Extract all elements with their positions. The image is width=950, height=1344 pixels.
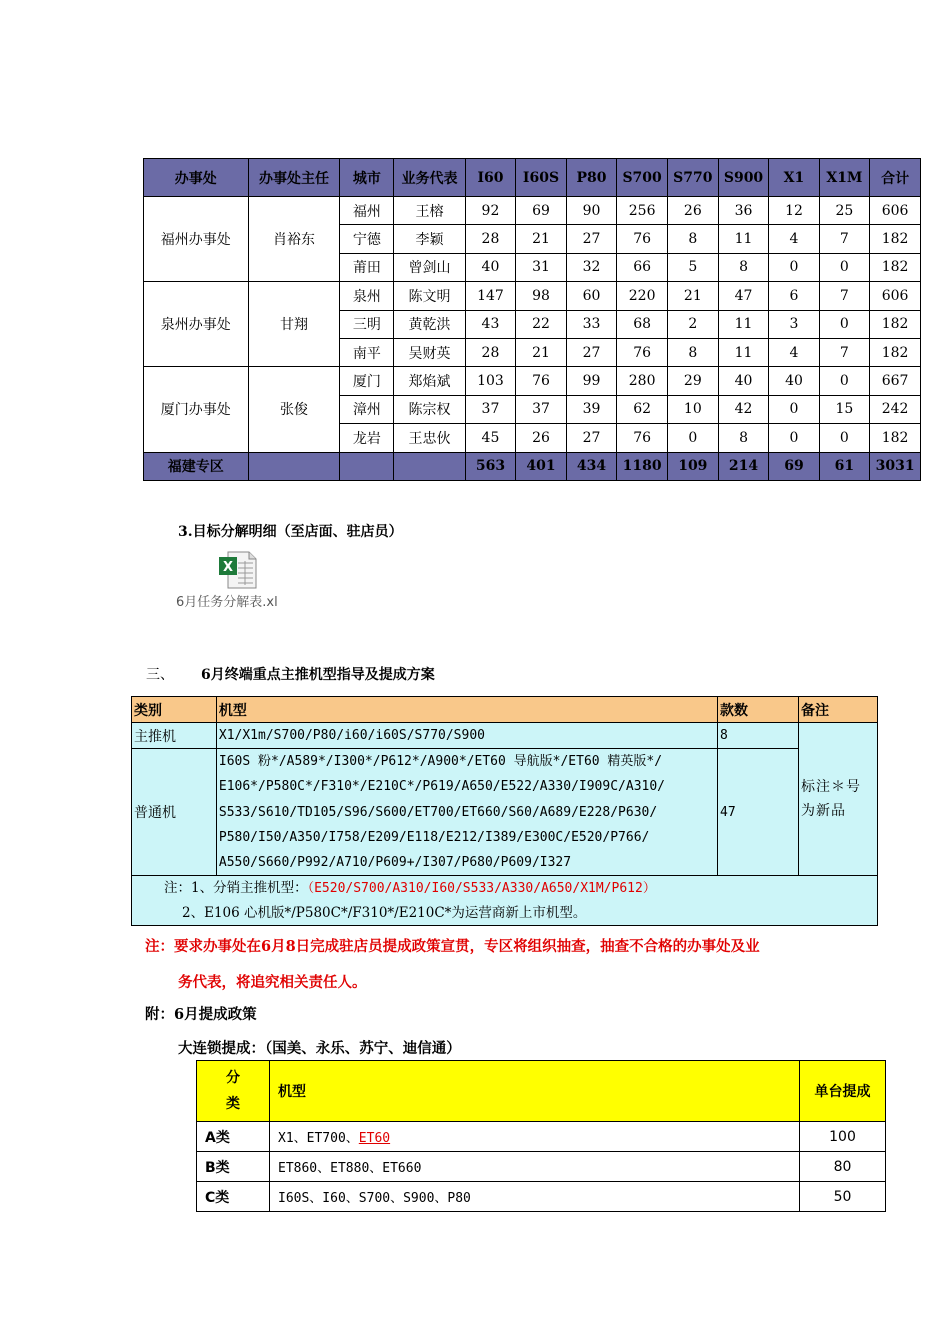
value-cell: 606 [870, 282, 921, 310]
commission-table [196, 1060, 886, 1212]
value-cell: 31 [516, 253, 567, 281]
column-header: 办事处 [144, 159, 249, 197]
value-cell: 0 [819, 253, 870, 281]
table2-header-row [132, 697, 878, 723]
value-cell: 27 [566, 225, 616, 253]
header-model: 机型 [216, 697, 717, 723]
value-cell: 11 [718, 225, 769, 253]
value-cell: 182 [870, 225, 921, 253]
section-title: 6月终端重点主推机型指导及提成方案 [201, 667, 435, 683]
column-header: X1M [819, 159, 870, 197]
city-cell: 漳州 [340, 395, 394, 423]
models-a-highlight: ET60 [358, 1131, 391, 1146]
office-cell: 泉州办事处 [144, 282, 249, 367]
value-cell: 37 [516, 395, 567, 423]
value-c: 50 [800, 1182, 886, 1212]
value-cell: 98 [516, 282, 567, 310]
value-cell: 8 [667, 338, 718, 366]
value-cell: 68 [617, 310, 668, 338]
main-push-row [132, 723, 878, 749]
value-cell: 182 [870, 310, 921, 338]
value-cell: 7 [819, 338, 870, 366]
director-cell: 肖裕东 [248, 197, 340, 282]
value-cell: 0 [667, 424, 718, 452]
table3-row [197, 1152, 886, 1182]
value-cell: 4 [769, 225, 819, 253]
value-cell: 182 [870, 424, 921, 452]
rep-cell: 吴财英 [394, 338, 465, 366]
excel-file-icon[interactable] [218, 551, 258, 589]
value-cell: 76 [617, 225, 668, 253]
office-cell: 福州办事处 [144, 197, 249, 282]
normal-models-line: E106*/P580C*/F310*/E210C*/P619/A650/E522/A330/I909C/A310/ [218, 779, 665, 795]
column-header: P80 [566, 159, 616, 197]
value-cell: 62 [617, 395, 668, 423]
table1-total-row [144, 452, 921, 480]
value-cell: 15 [819, 395, 870, 423]
column-header: S900 [718, 159, 769, 197]
value-cell: 0 [819, 424, 870, 452]
class-b: B类 [197, 1152, 270, 1182]
note-cell [132, 876, 878, 926]
column-header: S770 [667, 159, 718, 197]
column-header: 业务代表 [394, 159, 465, 197]
value-cell: 39 [566, 395, 616, 423]
director-cell: 张俊 [248, 367, 340, 452]
value-cell: 8 [718, 424, 769, 452]
empty-cell [248, 452, 340, 480]
office-cell: 厦门办事处 [144, 367, 249, 452]
table3-row [197, 1122, 886, 1152]
rep-cell: 王忠伙 [394, 424, 465, 452]
class-c: C类 [197, 1182, 270, 1212]
value-cell: 256 [617, 197, 668, 225]
value-cell: 12 [769, 197, 819, 225]
note-line-2: 2、E106 心机版*/P580C*/F310*/E210C*为运营商新上市机型。 [182, 905, 587, 922]
total-value: 69 [769, 452, 819, 480]
value-cell: 76 [516, 367, 567, 395]
class-a: A类 [197, 1122, 270, 1152]
normal-models-line: A550/S660/P992/A710/P609+/I307/P680/P609/I327 [218, 855, 572, 871]
normal-row [132, 749, 878, 876]
value-cell: 667 [870, 367, 921, 395]
value-cell: 182 [870, 253, 921, 281]
excel-file-label[interactable]: 6月任务分解表.xl [176, 595, 278, 610]
value-cell: 11 [718, 338, 769, 366]
total-value: 3031 [870, 452, 921, 480]
value-cell: 7 [819, 282, 870, 310]
note1-prefix: 注：1、分销主推机型： [164, 880, 308, 897]
value-cell: 7 [819, 225, 870, 253]
value-cell: 3 [769, 310, 819, 338]
sales-target-table [143, 158, 921, 481]
table3-row [197, 1182, 886, 1212]
column-header: I60S [516, 159, 567, 197]
total-label: 福建专区 [144, 452, 249, 480]
normal-models [216, 749, 717, 876]
value-cell: 4 [769, 338, 819, 366]
value-cell: 606 [870, 197, 921, 225]
value-cell: 28 [465, 338, 515, 366]
rep-cell: 王榕 [394, 197, 465, 225]
total-value: 563 [465, 452, 515, 480]
value-cell: 40 [718, 367, 769, 395]
value-cell: 0 [769, 253, 819, 281]
value-cell: 5 [667, 253, 718, 281]
rep-cell: 陈文明 [394, 282, 465, 310]
normal-count: 47 [718, 749, 799, 876]
red-notice-line-2: 务代表，将追究相关责任人。 [178, 974, 367, 991]
city-cell: 福州 [340, 197, 394, 225]
value-cell: 90 [566, 197, 616, 225]
chain-title: 大连锁提成：（国美、永乐、苏宁、迪信通） [178, 1040, 461, 1057]
table-row [144, 282, 921, 310]
value-cell: 10 [667, 395, 718, 423]
total-value: 1180 [617, 452, 668, 480]
value-cell: 21 [516, 225, 567, 253]
value-cell: 28 [465, 225, 515, 253]
city-cell: 泉州 [340, 282, 394, 310]
header-class-line2: 类 [226, 1096, 240, 1112]
remark-cell [798, 723, 877, 876]
value-cell: 66 [617, 253, 668, 281]
director-cell: 甘翔 [248, 282, 340, 367]
column-header: 合计 [870, 159, 921, 197]
header-classification [197, 1061, 270, 1122]
total-value: 434 [566, 452, 616, 480]
value-cell: 8 [667, 225, 718, 253]
city-cell: 龙岩 [340, 424, 394, 452]
header-remark: 备注 [798, 697, 877, 723]
value-cell: 22 [516, 310, 567, 338]
table1-body [144, 197, 921, 453]
normal-models-line: P580/I50/A350/I758/E209/E118/E212/I389/E300C/E520/P766/ [218, 829, 650, 845]
value-cell: 21 [667, 282, 718, 310]
value-cell: 32 [566, 253, 616, 281]
red-notice-line-1: 注：要求办事处在6月8日完成驻店员提成政策宣贯，专区将组织抽查，抽查不合格的办事处及业 [145, 938, 760, 955]
value-cell: 6 [769, 282, 819, 310]
value-cell: 280 [617, 367, 668, 395]
value-cell: 33 [566, 310, 616, 338]
normal-category: 普通机 [132, 749, 217, 876]
value-cell: 0 [819, 367, 870, 395]
value-cell: 11 [718, 310, 769, 338]
total-value: 214 [718, 452, 769, 480]
city-cell: 厦门 [340, 367, 394, 395]
value-cell: 40 [769, 367, 819, 395]
column-header: S700 [617, 159, 668, 197]
total-value: 61 [819, 452, 870, 480]
value-cell: 2 [667, 310, 718, 338]
total-value: 109 [667, 452, 718, 480]
value-b: 80 [800, 1152, 886, 1182]
rep-cell: 黄乾洪 [394, 310, 465, 338]
note-row [132, 876, 878, 926]
table-row [144, 197, 921, 225]
value-cell: 47 [718, 282, 769, 310]
appendix-title: 附：6月提成政策 [145, 1006, 257, 1023]
section3-title: 3.目标分解明细（至店面、驻店员） [178, 524, 403, 540]
main-count: 8 [718, 723, 799, 749]
rep-cell: 陈宗权 [394, 395, 465, 423]
models-a [270, 1122, 800, 1152]
rep-cell: 曾剑山 [394, 253, 465, 281]
models-c: I60S、I60、S700、S900、P80 [270, 1182, 800, 1212]
value-cell: 76 [617, 338, 668, 366]
header-category: 类别 [132, 697, 217, 723]
column-header: 城市 [340, 159, 394, 197]
value-cell: 8 [718, 253, 769, 281]
models-b: ET860、ET880、ET660 [270, 1152, 800, 1182]
header-commission: 单台提成 [800, 1061, 886, 1122]
value-cell: 0 [769, 424, 819, 452]
value-cell: 27 [566, 338, 616, 366]
header-count: 款数 [718, 697, 799, 723]
value-cell: 103 [465, 367, 515, 395]
value-cell: 40 [465, 253, 515, 281]
note1-models: （E520/S700/A310/I60/S533/A330/A650/X1M/P612） [307, 881, 656, 897]
value-cell: 92 [465, 197, 515, 225]
value-cell: 25 [819, 197, 870, 225]
svg-text:X: X [222, 560, 234, 575]
value-cell: 45 [465, 424, 515, 452]
empty-cell [394, 452, 465, 480]
note-line-1 [132, 876, 875, 901]
city-cell: 莆田 [340, 253, 394, 281]
value-cell: 0 [819, 310, 870, 338]
rep-cell: 郑焰斌 [394, 367, 465, 395]
value-cell: 27 [566, 424, 616, 452]
column-header: 办事处主任 [248, 159, 340, 197]
value-cell: 220 [617, 282, 668, 310]
normal-models-line: I60S 粉*/A589*/I300*/P612*/A900*/ET60 导航版*/ET60 精英版*/ [218, 754, 663, 770]
value-cell: 242 [870, 395, 921, 423]
model-guide-table [131, 696, 878, 926]
value-a: 100 [800, 1122, 886, 1152]
value-cell: 21 [516, 338, 567, 366]
city-cell: 南平 [340, 338, 394, 366]
models-a-text: X1、ET700、 [278, 1131, 359, 1146]
remark-text: 标注＊号为新品 [800, 779, 861, 820]
city-cell: 三明 [340, 310, 394, 338]
column-header: X1 [769, 159, 819, 197]
value-cell: 36 [718, 197, 769, 225]
value-cell: 147 [465, 282, 515, 310]
value-cell: 43 [465, 310, 515, 338]
value-cell: 182 [870, 338, 921, 366]
value-cell: 26 [667, 197, 718, 225]
table3-header-row [197, 1061, 886, 1122]
main-models: X1/X1m/S700/P80/i60/i60S/S770/S900 [216, 723, 717, 749]
normal-models-line: S533/S610/TD105/S96/S600/ET700/ET660/S60/A689/E228/P630/ [218, 804, 658, 820]
value-cell: 76 [617, 424, 668, 452]
red-notice [145, 929, 880, 1001]
header-model: 机型 [270, 1061, 800, 1122]
column-header: I60 [465, 159, 515, 197]
empty-cell [340, 452, 394, 480]
header-class-line1: 分 [226, 1070, 240, 1086]
value-cell: 29 [667, 367, 718, 395]
section-number: 三、 [146, 667, 174, 683]
table1-header-row [144, 159, 921, 197]
total-value: 401 [516, 452, 567, 480]
value-cell: 0 [769, 395, 819, 423]
value-cell: 37 [465, 395, 515, 423]
main-category: 主推机 [132, 723, 217, 749]
city-cell: 宁德 [340, 225, 394, 253]
value-cell: 69 [516, 197, 567, 225]
value-cell: 26 [516, 424, 567, 452]
table-row [144, 367, 921, 395]
value-cell: 42 [718, 395, 769, 423]
value-cell: 60 [566, 282, 616, 310]
rep-cell: 李颖 [394, 225, 465, 253]
value-cell: 99 [566, 367, 616, 395]
